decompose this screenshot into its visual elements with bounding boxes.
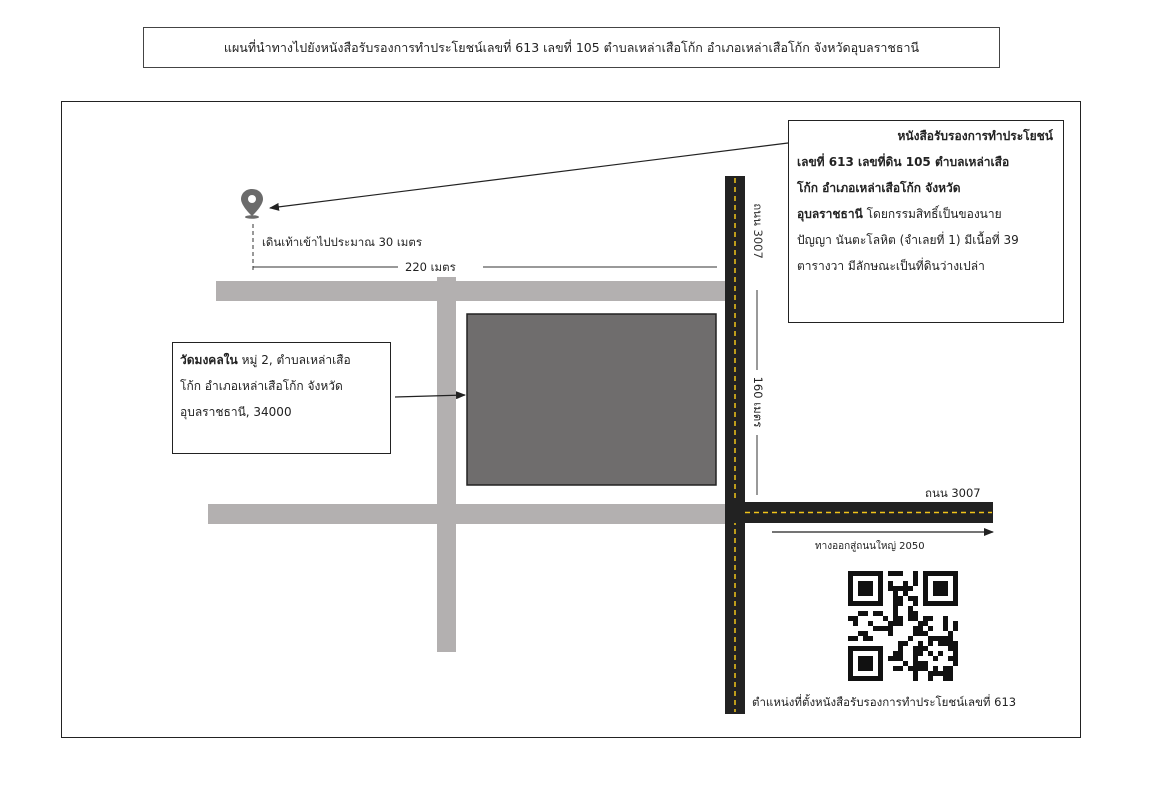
vertical-distance-label: 160 เมตร xyxy=(751,376,765,428)
temple-line-3: อุบลราชธานี, 34000 xyxy=(180,405,292,419)
target-building xyxy=(467,314,716,485)
road-top xyxy=(216,281,726,301)
map-title: แผนที่นำทางไปยังหนังสือรับรองการทำประโยชน์เลขที่ 613 เลขที่ 105 ตำบลเหล่าเสือโก้ก อำเภอเหล่าเสือโก้ก จังหวัดอุบลราชธานี xyxy=(223,39,920,55)
info-line-5: ปัญญา นันตะโลหิต (จำเลยที่ 1) มีเนื้อที่ 39 xyxy=(797,233,1019,247)
road-left-vertical xyxy=(437,265,456,652)
qr-caption: ตำแหน่งที่ตั้งหนังสือรับรองการทำประโยชน์เลขที่ 613 xyxy=(752,695,1017,709)
arrow-info-to-pin xyxy=(270,143,788,208)
temple-name: วัดมงคลใน xyxy=(180,353,238,367)
road-vertical-label: ถนน 3007 xyxy=(751,203,765,259)
qr-code-icon xyxy=(848,571,958,681)
road-bottom xyxy=(208,504,728,524)
info-line-3: โก้ก อำเภอเหล่าเสือโก้ก จังหวัด xyxy=(797,181,961,195)
info-line-6: ตารางวา มีลักษณะเป็นที่ดินว่างเปล่า xyxy=(797,259,985,273)
road-horizontal-label: ถนน 3007 xyxy=(925,486,981,500)
temple-line-2: โก้ก อำเภอเหล่าเสือโก้ก จังหวัด xyxy=(180,379,343,393)
exit-label: ทางออกสู่ถนนใหญ่ 2050 xyxy=(815,541,925,552)
location-pin-icon xyxy=(241,189,263,219)
temple-line-1: วัดมงคลใน หมู่ 2, ตำบลเหล่าเสือ xyxy=(180,353,351,367)
land-info-box xyxy=(788,120,1064,323)
walk-distance-label: เดินเท้าเข้าไปประมาณ 30 เมตร xyxy=(262,235,423,249)
highway-vertical xyxy=(725,176,745,714)
info-line-1: หนังสือรับรองการทำประโยชน์ xyxy=(897,129,1053,143)
temple-info-box xyxy=(172,342,391,454)
horizontal-distance-label: 220 เมตร xyxy=(403,259,458,277)
info-line-4: อุบลราชธานี โดยกรรมสิทธิ์เป็นของนาย xyxy=(797,207,1002,221)
info-line-2: เลขที่ 613 เลขที่ดิน 105 ตำบลเหล่าเสือ xyxy=(797,155,1010,169)
